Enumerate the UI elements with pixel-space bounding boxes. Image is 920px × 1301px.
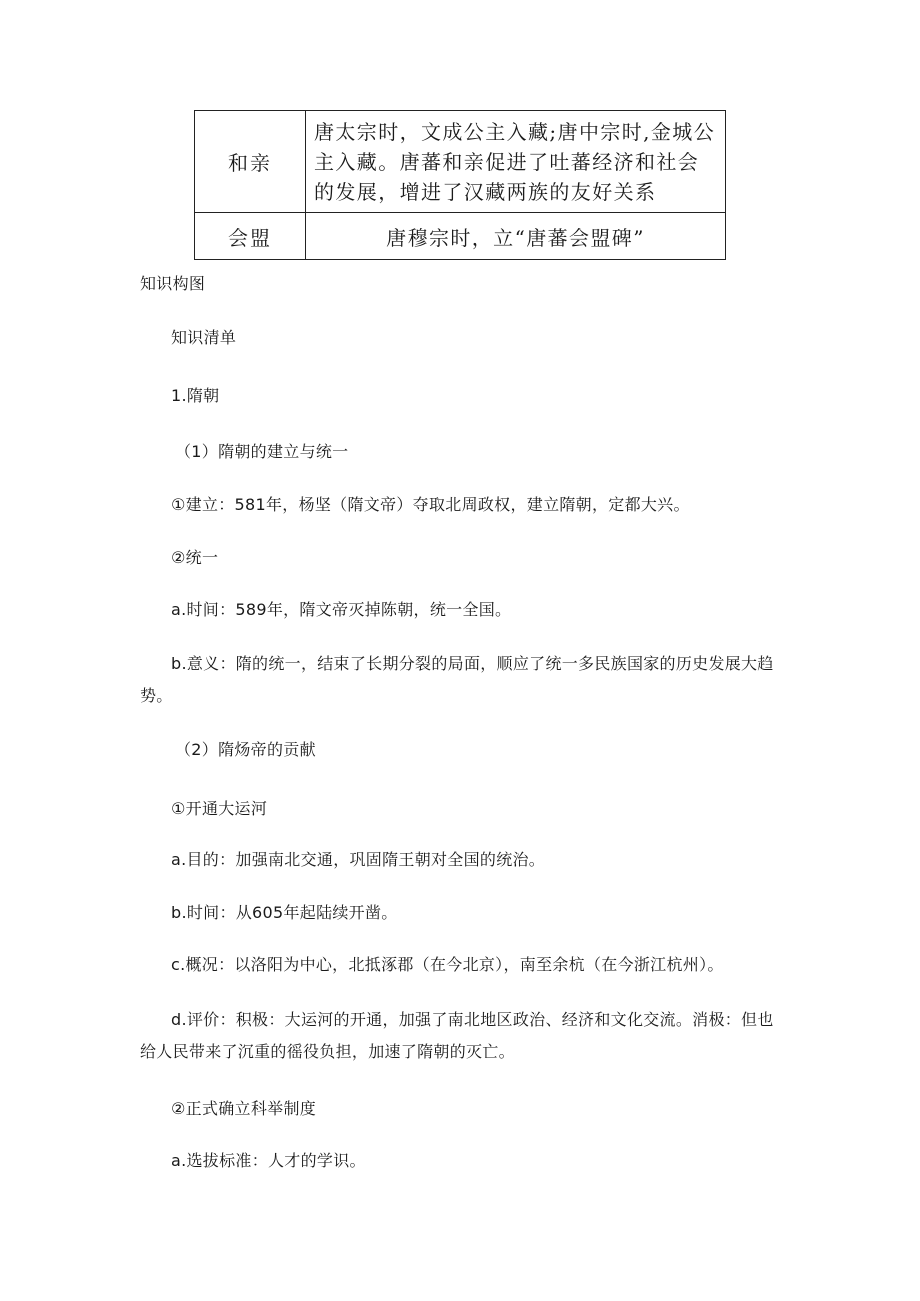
chapter-heading: 1.隋朝 <box>171 386 220 405</box>
row-content: 唐穆宗时，立“唐蕃会盟碑” <box>386 226 645 250</box>
paragraph: a.选拔标准：人才的学识。 <box>171 1151 366 1170</box>
table-row <box>195 213 725 260</box>
paragraph: d.评价：积极：大运河的开通，加强了南北地区政治、经济和文化交流。消极：但也给人民带来了沉重的徭役负担，加速了隋朝的灭亡。 <box>140 1010 774 1061</box>
row-label: 和亲 <box>195 111 306 212</box>
subsection-heading: （1）隋朝的建立与统一 <box>175 442 349 461</box>
section-heading: 知识构图 <box>140 274 206 293</box>
table-row <box>195 111 725 213</box>
row-content: 唐太宗时，文成公主入藏;唐中宗时,金城公主入藏。唐蕃和亲促进了吐蕃经济和社会的发展，增进了汉藏两族的友好关系 <box>314 120 716 204</box>
paragraph: ②统一 <box>171 548 219 567</box>
paragraph: b.时间：从605年起陆续开凿。 <box>171 903 398 922</box>
comparison-table <box>194 110 726 260</box>
paragraph: a.时间：589年，隋文帝灭掉陈朝，统一全国。 <box>171 600 512 619</box>
paragraph: ①建立：581年，杨坚（隋文帝）夺取北周政权，建立隋朝，定都大兴。 <box>171 495 690 514</box>
paragraph: b.意义：隋的统一，结束了长期分裂的局面，顺应了统一多民族国家的历史发展大趋势。 <box>140 654 774 705</box>
paragraph: a.目的：加强南北交通，巩固隋王朝对全国的统治。 <box>171 850 546 869</box>
subsection-heading: （2）隋炀帝的贡献 <box>175 740 316 759</box>
section-heading: 知识清单 <box>171 328 237 347</box>
paragraph: ①开通大运河 <box>171 799 268 818</box>
paragraph: ②正式确立科举制度 <box>171 1099 317 1118</box>
paragraph: c.概况：以洛阳为中心，北抵涿郡（在今北京），南至余杭（在今浙江杭州）。 <box>171 955 724 974</box>
row-label: 会盟 <box>195 213 306 260</box>
